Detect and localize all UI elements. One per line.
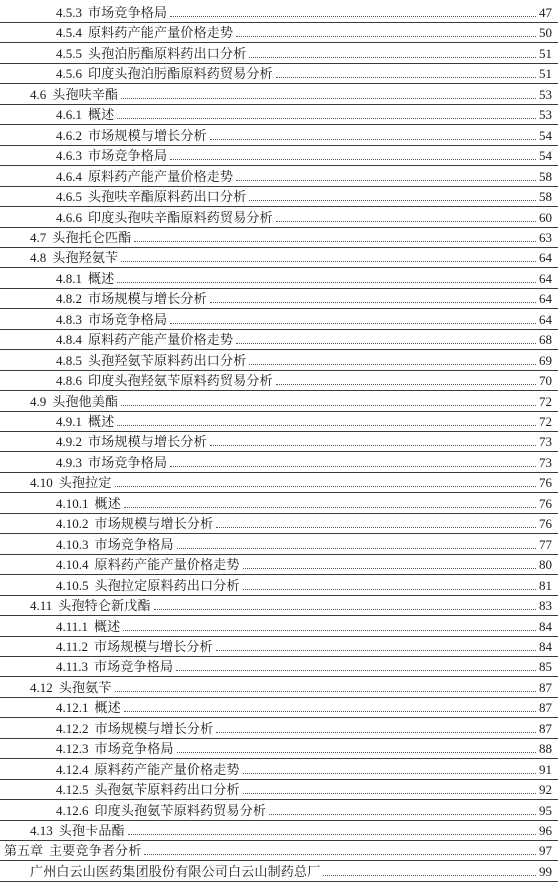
- toc-entry-title: 头孢托仑匹酯: [52, 229, 132, 245]
- dot-leader: [269, 814, 536, 815]
- toc-entry-title: 印度头孢氨苄原料药贸易分析: [94, 802, 267, 818]
- dot-leader: [121, 405, 536, 406]
- toc-entry-number: 4.12.2: [56, 720, 89, 736]
- toc-entry-page: 85: [539, 659, 552, 675]
- toc-entry[interactable]: [0, 431, 558, 452]
- toc-entry[interactable]: [0, 125, 558, 146]
- toc-entry-number: 4.9.3: [56, 454, 82, 470]
- toc-entry-page: 58: [539, 189, 552, 205]
- toc-entry-title: 头孢氨苄原料药出口分析: [94, 782, 240, 798]
- dot-leader: [128, 834, 536, 835]
- toc-entry-number: 4.7: [30, 229, 47, 245]
- toc-entry-title: 头孢特仑新戊酯: [58, 598, 151, 614]
- toc-entry-title: 概述: [88, 107, 115, 123]
- toc-entry-page: 53: [539, 86, 552, 102]
- toc-entry-page: 87: [539, 720, 552, 736]
- toc-entry-number: 4.11.1: [56, 618, 89, 634]
- toc-entry-title: 广州白云山医药集团股份有限公司白云山制药总厂: [30, 863, 321, 879]
- toc-entry-title: 头孢拉定原料药出口分析: [94, 577, 240, 593]
- toc-entry-page: 64: [539, 250, 552, 266]
- toc-entry-title: 头孢氨苄: [58, 679, 112, 695]
- toc-entry-title: 头孢他美酯: [52, 393, 119, 409]
- toc-entry-page: 92: [539, 782, 552, 798]
- toc-entry[interactable]: [0, 329, 558, 350]
- toc-entry-number: 4.5.5: [56, 45, 82, 61]
- toc-entry-page: 99: [539, 863, 552, 879]
- dot-leader: [170, 466, 536, 467]
- toc-entry[interactable]: [0, 391, 558, 412]
- toc-entry-number: 4.12.6: [56, 802, 89, 818]
- toc-entry[interactable]: [0, 288, 558, 309]
- toc-entry-number: 4.12: [30, 679, 53, 695]
- toc-entry-page: 84: [539, 638, 552, 654]
- toc-entry-page: 64: [539, 270, 552, 286]
- toc-entry-page: 76: [539, 516, 552, 532]
- toc-entry-page: 63: [539, 229, 552, 245]
- toc-entry-number: 4.9.2: [56, 434, 82, 450]
- toc-entry-title: 主要竞争者分析: [49, 843, 142, 859]
- toc-entry[interactable]: [0, 575, 558, 596]
- dot-leader: [170, 159, 536, 160]
- toc-entry-page: 84: [539, 618, 552, 634]
- dot-leader: [121, 98, 536, 99]
- toc-entry-title: 概述: [94, 495, 121, 511]
- dot-leader: [249, 57, 536, 58]
- dot-leader: [134, 241, 536, 242]
- toc-entry-title: 概述: [88, 270, 115, 286]
- toc-entry-number: 4.12.5: [56, 782, 89, 798]
- toc-entry[interactable]: [0, 43, 558, 64]
- toc-entry[interactable]: [0, 63, 558, 84]
- toc-entry-title: 市场竞争格局: [88, 454, 168, 470]
- dot-leader: [123, 630, 536, 631]
- toc-entry-number: 4.10.2: [56, 516, 89, 532]
- dot-leader: [177, 548, 536, 549]
- toc-entry-page: 87: [539, 679, 552, 695]
- toc-entry[interactable]: [0, 227, 558, 248]
- toc-entry[interactable]: [0, 186, 558, 207]
- toc-entry-title: 概述: [94, 700, 121, 716]
- toc-entry[interactable]: [0, 697, 558, 718]
- toc-entry-page: 88: [539, 741, 552, 757]
- toc-entry-page: 68: [539, 332, 552, 348]
- toc-entry[interactable]: [0, 759, 558, 780]
- toc-entry-title: 头孢卡品酯: [58, 823, 125, 838]
- dot-leader: [236, 180, 536, 181]
- toc-entry-title: 头孢泊肟酯原料药出口分析: [88, 45, 247, 61]
- toc-entry-page: 80: [539, 557, 552, 573]
- toc-entry-title: 市场规模与增长分析: [88, 434, 207, 450]
- toc-entry-number: 4.11: [30, 598, 53, 614]
- toc-entry-number: 4.6.3: [56, 148, 82, 164]
- toc-entry-number: 4.12.3: [56, 741, 89, 757]
- toc-entry-number: 4.13: [30, 823, 53, 838]
- toc-entry-title: 市场竞争格局: [94, 536, 174, 552]
- toc-entry-page: 76: [539, 475, 552, 491]
- toc-entry[interactable]: [0, 534, 558, 555]
- toc-entry-number: 4.6.4: [56, 168, 82, 184]
- dot-leader: [117, 118, 536, 119]
- toc-entry[interactable]: [0, 800, 558, 821]
- toc-entry[interactable]: [0, 677, 558, 698]
- toc-entry-number: 4.5.3: [56, 5, 82, 20]
- toc-entry[interactable]: [0, 166, 558, 187]
- toc-entry-title: 头孢拉定: [58, 475, 112, 491]
- toc-entry-page: 83: [539, 598, 552, 614]
- toc-entry[interactable]: [0, 84, 558, 105]
- toc-entry[interactable]: [0, 411, 558, 432]
- toc-entry-page: 81: [539, 577, 552, 593]
- toc-entry[interactable]: [0, 493, 558, 514]
- dot-leader: [243, 589, 536, 590]
- dot-leader: [115, 486, 536, 487]
- toc-entry-number: 4.10.5: [56, 577, 89, 593]
- toc-entry-title: 头孢呋辛酯: [52, 86, 119, 102]
- dot-leader: [236, 36, 536, 37]
- toc-entry-page: 50: [539, 25, 552, 41]
- toc-entry-page: 76: [539, 495, 552, 511]
- toc-entry-page: 64: [539, 311, 552, 327]
- dot-leader: [117, 282, 536, 283]
- toc-entry-title: 原料药产能产量价格走势: [94, 761, 240, 777]
- toc-entry[interactable]: [0, 656, 558, 677]
- toc-entry-number: 4.10.4: [56, 557, 89, 573]
- toc-entry-title: 市场规模与增长分析: [94, 638, 213, 654]
- toc-entry-number: 4.10: [30, 475, 53, 491]
- toc-entry[interactable]: [0, 370, 558, 391]
- toc-entry-title: 市场规模与增长分析: [94, 516, 214, 532]
- toc-entry-number: 4.11.2: [56, 638, 89, 654]
- toc-entry-number: 4.8: [30, 250, 47, 266]
- toc-entry-page: 95: [539, 802, 552, 818]
- toc-entry-page: 58: [539, 168, 552, 184]
- toc-entry[interactable]: [0, 309, 558, 330]
- toc-entry[interactable]: [0, 472, 558, 493]
- toc-entry[interactable]: [0, 779, 558, 800]
- toc-entry-page: 70: [539, 373, 552, 389]
- toc-entry-number: 4.12.4: [56, 761, 89, 777]
- toc-entry-number: 4.8.3: [56, 311, 82, 327]
- toc-entry-number: 4.8.2: [56, 291, 82, 307]
- dot-leader: [243, 793, 536, 794]
- dot-leader: [323, 875, 536, 876]
- toc-entry-title: 原料药产能产量价格走势: [88, 168, 234, 184]
- dot-leader: [210, 445, 536, 446]
- dot-leader: [170, 16, 536, 17]
- toc-entry[interactable]: [0, 840, 558, 861]
- dot-leader: [243, 568, 536, 569]
- toc-entry-title: 市场竞争格局: [94, 741, 174, 757]
- toc-entry-number: 4.9: [30, 393, 47, 409]
- toc-entry-number: 4.5.4: [56, 25, 82, 41]
- toc-entry-number: 4.6.1: [56, 107, 82, 123]
- toc-entry-title: 概述: [94, 618, 121, 634]
- toc-entry[interactable]: [0, 595, 558, 616]
- toc-entry[interactable]: [0, 22, 558, 43]
- dot-leader: [216, 650, 536, 651]
- toc-entry-page: 97: [539, 843, 552, 859]
- toc-entry-title: 印度头孢呋辛酯原料药贸易分析: [88, 209, 273, 225]
- toc-entry-title: 头孢羟氨苄: [52, 250, 119, 266]
- dot-leader: [121, 261, 536, 262]
- dot-leader: [236, 343, 536, 344]
- toc-entry-title: 原料药产能产量价格走势: [88, 332, 234, 348]
- toc-entry-number: 4.9.1: [56, 414, 82, 429]
- toc-entry-number: 4.5.6: [56, 66, 82, 82]
- toc-entry-page: 87: [539, 700, 552, 716]
- toc-entry-page: 77: [539, 536, 552, 552]
- toc-entry-page: 60: [539, 209, 552, 225]
- toc-entry-number: 4.6.5: [56, 189, 82, 205]
- toc-entry-number: 第五章: [4, 843, 44, 859]
- toc-entry-page: 73: [539, 454, 552, 470]
- toc-entry[interactable]: [0, 247, 558, 268]
- dot-leader: [276, 221, 536, 222]
- dot-leader: [177, 752, 536, 753]
- dot-leader: [210, 139, 536, 140]
- toc-entry-page: 54: [539, 148, 552, 164]
- toc-entry-page: 69: [539, 352, 552, 368]
- toc-entry-title: 原料药产能产量价格走势: [88, 25, 234, 41]
- toc-entry-number: 4.8.4: [56, 332, 82, 348]
- dot-leader: [144, 854, 536, 855]
- toc-entry[interactable]: [0, 738, 558, 759]
- toc-entry-page: 53: [539, 107, 552, 123]
- dot-leader: [216, 527, 536, 528]
- toc-entry[interactable]: [0, 636, 558, 657]
- dot-leader: [170, 323, 536, 324]
- toc-entry[interactable]: [0, 513, 558, 534]
- dot-leader: [117, 425, 536, 426]
- toc-entry-number: 4.8.5: [56, 352, 82, 368]
- toc-entry-page: 91: [539, 761, 552, 777]
- toc-entry[interactable]: [0, 718, 558, 739]
- toc-entry-title: 原料药产能产量价格走势: [94, 557, 240, 573]
- toc-entry-number: 4.11.3: [56, 659, 89, 675]
- dot-leader: [210, 302, 536, 303]
- dot-leader: [115, 691, 536, 692]
- toc-entry[interactable]: [0, 861, 558, 882]
- toc-entry[interactable]: [0, 104, 558, 125]
- toc-entry-page: 54: [539, 127, 552, 143]
- toc-entry-number: 4.8.6: [56, 373, 82, 389]
- toc-entry-number: 4.12.1: [56, 700, 89, 716]
- toc-entry[interactable]: [0, 2, 558, 23]
- toc-entry-number: 4.6: [30, 86, 47, 102]
- dot-leader: [124, 711, 536, 712]
- toc-entry-title: 市场规模与增长分析: [88, 127, 207, 143]
- toc-entry-title: 头孢呋辛酯原料药出口分析: [88, 189, 247, 205]
- toc-entry-number: 4.10.3: [56, 536, 89, 552]
- toc-entry-number: 4.8.1: [56, 270, 82, 286]
- toc-entry[interactable]: [0, 268, 558, 289]
- toc-entry-title: 头孢羟氨苄原料药出口分析: [88, 352, 247, 368]
- toc-entry-title: 市场规模与增长分析: [94, 720, 214, 736]
- toc-entry[interactable]: [0, 207, 558, 228]
- toc-entry-page: 73: [539, 434, 552, 450]
- toc-entry-title: 印度头孢泊肟酯原料药贸易分析: [88, 66, 273, 82]
- toc-entry-page: 72: [539, 393, 552, 409]
- dot-leader: [276, 77, 536, 78]
- toc-entry[interactable]: [0, 145, 558, 166]
- toc-entry-number: 4.6.6: [56, 209, 82, 225]
- toc-entry-page: 96: [539, 823, 552, 838]
- toc-entry[interactable]: [0, 350, 558, 371]
- dot-leader: [249, 364, 536, 365]
- toc-entry-page: 72: [539, 414, 552, 429]
- toc-entry[interactable]: [0, 820, 558, 841]
- toc-entry-title: 印度头孢羟氨苄原料药贸易分析: [88, 373, 273, 389]
- toc-entry-title: 市场竞争格局: [94, 659, 174, 675]
- dot-leader: [243, 773, 536, 774]
- toc-entry-title: 市场规模与增长分析: [88, 291, 207, 307]
- dot-leader: [249, 200, 536, 201]
- toc-entry[interactable]: [0, 452, 558, 473]
- toc-entry[interactable]: [0, 616, 558, 637]
- toc-entry-number: 4.6.2: [56, 127, 82, 143]
- toc-entry-number: 4.10.1: [56, 495, 89, 511]
- toc-entry-title: 概述: [88, 414, 115, 429]
- toc-entry-title: 市场竞争格局: [88, 311, 168, 327]
- toc-entry-page: 51: [539, 66, 552, 82]
- toc-entry-page: 64: [539, 291, 552, 307]
- toc-entry-page: 47: [539, 5, 552, 20]
- dot-leader: [176, 670, 536, 671]
- toc-entry-title: 市场竞争格局: [88, 148, 168, 164]
- toc-entry-page: 51: [539, 45, 552, 61]
- dot-leader: [124, 507, 536, 508]
- dot-leader: [216, 732, 536, 733]
- toc-entry-title: 市场竞争格局: [88, 5, 168, 20]
- dot-leader: [276, 384, 536, 385]
- toc-entry[interactable]: [0, 554, 558, 575]
- dot-leader: [154, 609, 536, 610]
